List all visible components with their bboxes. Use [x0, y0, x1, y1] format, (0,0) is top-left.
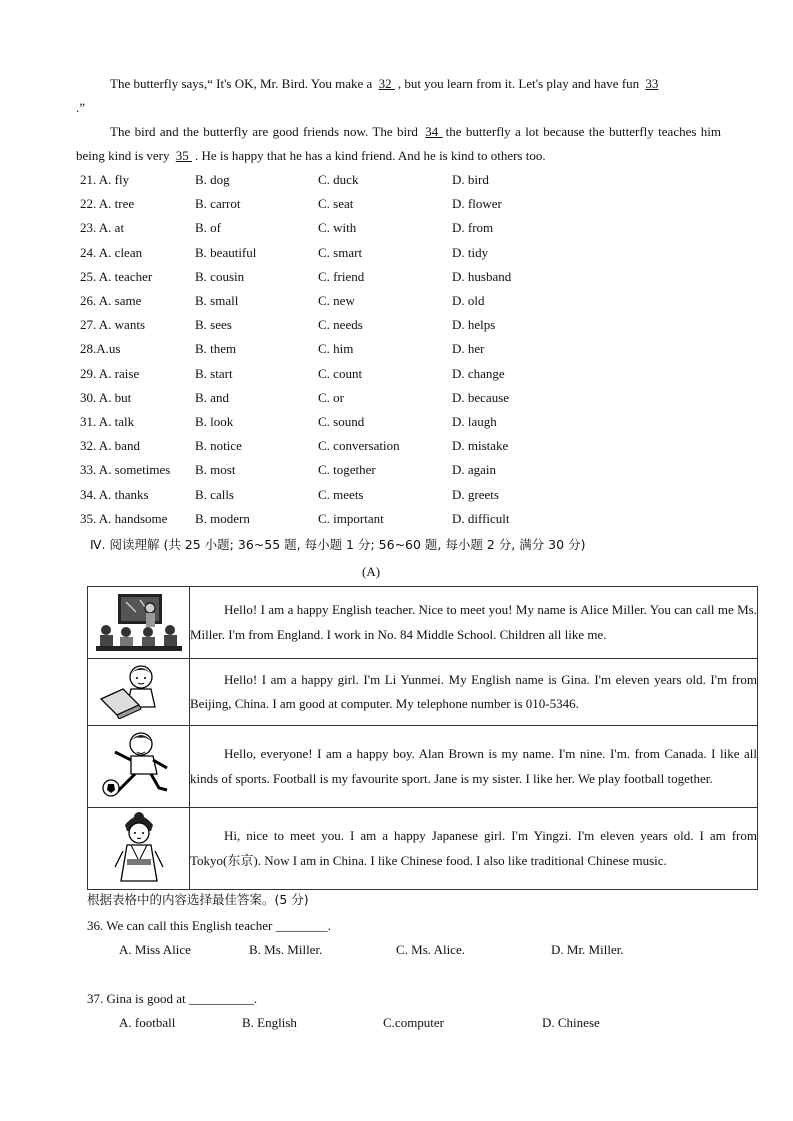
option-c[interactable]: C. count	[318, 365, 363, 381]
option-b[interactable]: B. modern	[195, 510, 250, 526]
option-c[interactable]: C. conversation	[318, 438, 400, 454]
option-c[interactable]: C. smart	[318, 244, 363, 260]
cloze-text: The butterfly says,“ It's OK, Mr. Bird. You make a	[110, 76, 376, 91]
blank-33: 33	[645, 76, 659, 91]
table-row	[88, 587, 758, 659]
text-cell	[190, 587, 758, 659]
option-b[interactable]: B. start	[195, 365, 233, 381]
passage-label: (A)	[362, 564, 381, 579]
option-c[interactable]: C. him	[318, 341, 354, 357]
option-d[interactable]: D. difficult	[452, 510, 510, 526]
option-b[interactable]: B. dog	[195, 172, 230, 187]
option-a[interactable]: 24. A. clean	[80, 244, 143, 260]
table-row	[88, 659, 758, 726]
reading-instruction: 根据表格中的内容选择最佳答案。(5 分)	[87, 892, 309, 907]
table-row	[88, 726, 758, 808]
option-a[interactable]: A. football	[119, 1015, 176, 1030]
option-c[interactable]: C.computer	[383, 1015, 445, 1030]
option-d[interactable]: D. flower	[452, 196, 502, 212]
option-d[interactable]: D. greets	[452, 486, 499, 502]
option-b[interactable]: B. most	[195, 462, 236, 478]
option-a[interactable]: 26. A. same	[80, 293, 142, 308]
teacher-classroom-icon	[96, 590, 182, 652]
introduction-text: Hello! I am a happy English teacher. Nice to meet you! My name is Alice Miller. You can call me Ms. Miller. I'm from England. I work in No. 84 Middle School. Children all like me.	[190, 602, 757, 642]
section-title: Ⅳ. 阅读理解 (共 25 小题; 36~55 题, 每小题 1 分; 56~60 题, 每小题 2 分, 满分 30 分)	[90, 537, 586, 552]
option-a[interactable]: 22. A. tree	[80, 196, 135, 212]
option-c[interactable]: C. seat	[318, 196, 354, 212]
option-d[interactable]: D. helps	[452, 317, 496, 333]
option-c[interactable]: C. Ms. Alice.	[396, 942, 465, 957]
question-36-stem: 36. We can call this English teacher ________.	[87, 918, 331, 933]
option-d[interactable]: D. mistake	[452, 438, 509, 454]
option-c[interactable]: C. needs	[318, 317, 363, 333]
cloze-paragraph-2	[76, 120, 721, 168]
option-a[interactable]: 30. A. but	[80, 389, 132, 405]
option-d[interactable]: D. her	[452, 341, 485, 357]
option-b[interactable]: B. sees	[195, 317, 232, 333]
option-c[interactable]: C. or	[318, 389, 344, 405]
introduction-text: Hello, everyone! I am a happy boy. Alan Brown is my name. I'm nine. I'm. from Canada. I like all kinds of sports. Football is my favourite sport. Jane is my sister. I like her. We play football together.	[190, 746, 757, 786]
option-b[interactable]: B. notice	[195, 438, 242, 454]
option-a[interactable]: 21. A. fly	[80, 172, 130, 187]
option-c[interactable]: C. meets	[318, 486, 364, 502]
blank-35: 35	[175, 148, 193, 163]
option-c[interactable]: C. friend	[318, 268, 365, 284]
picture-cell	[88, 808, 190, 890]
introduction-table	[87, 586, 758, 890]
option-d[interactable]: D. Mr. Miller.	[551, 942, 624, 957]
cloze-text: , but you learn from it. Let's play and have fun	[397, 76, 643, 91]
option-d[interactable]: D. because	[452, 389, 510, 405]
cloze-text: . He is happy that he has a kind friend. And he is kind to others too.	[195, 148, 546, 163]
option-b[interactable]: B. Ms. Miller.	[249, 942, 323, 957]
option-b[interactable]: B. beautiful	[195, 244, 257, 260]
option-b[interactable]: B. of	[195, 220, 221, 236]
option-b[interactable]: B. calls	[195, 486, 234, 502]
option-b[interactable]: B. look	[195, 414, 234, 429]
option-d[interactable]: D. husband	[452, 268, 512, 284]
blank-34: 34	[425, 124, 443, 139]
option-a[interactable]: 35. A. handsome	[80, 510, 168, 526]
cloze-text: The bird and the butterfly are good friends now. The bird	[110, 124, 423, 139]
option-b[interactable]: B. cousin	[195, 268, 245, 284]
text-cell	[190, 659, 758, 726]
question-37-stem: 37. Gina is good at __________.	[87, 991, 258, 1006]
picture-cell	[88, 587, 190, 659]
option-d[interactable]: D. Chinese	[542, 1015, 600, 1030]
option-b[interactable]: B. English	[242, 1015, 297, 1030]
option-a[interactable]: 25. A. teacher	[80, 268, 153, 284]
cloze-text: the butterfly a lot because the butterfly teaches him being kind is very	[76, 124, 722, 163]
option-b[interactable]: B. them	[195, 341, 237, 357]
option-a[interactable]: 33. A. sometimes	[80, 462, 171, 478]
blank-32: 32	[378, 76, 395, 91]
introduction-text: Hello! I am a happy girl. I'm Li Yunmei. My English name is Gina. I'm eleven years old. I'm from Beijing, China. I am good at computer. My telephone number is 010-5346.	[190, 671, 757, 711]
option-d[interactable]: D. tidy	[452, 244, 489, 260]
picture-cell	[88, 659, 190, 726]
text-cell	[190, 808, 758, 890]
option-c[interactable]: C. new	[318, 293, 355, 308]
option-a[interactable]: 32. A. band	[80, 438, 140, 454]
japanese-girl-icon	[109, 811, 169, 883]
option-a[interactable]: 23. A. at	[80, 220, 125, 236]
boy-football-icon	[101, 730, 177, 800]
option-a[interactable]: 31. A. talk	[80, 414, 135, 429]
option-c[interactable]: C. duck	[318, 172, 359, 187]
option-d[interactable]: D. old	[452, 293, 485, 308]
option-d[interactable]: D. change	[452, 365, 505, 381]
option-a[interactable]: 27. A. wants	[80, 317, 145, 333]
text-cell	[190, 726, 758, 808]
option-a[interactable]: 28.A.us	[80, 341, 121, 357]
option-c[interactable]: C. with	[318, 220, 357, 236]
option-b[interactable]: B. small	[195, 293, 239, 308]
option-a[interactable]: 29. A. raise	[80, 365, 140, 381]
option-d[interactable]: D. bird	[452, 172, 489, 187]
picture-cell	[88, 726, 190, 808]
option-d[interactable]: D. laugh	[452, 414, 497, 429]
option-d[interactable]: D. again	[452, 462, 497, 478]
cloze-text: .”	[76, 100, 86, 115]
table-row	[88, 808, 758, 890]
option-c[interactable]: C. important	[318, 510, 384, 526]
option-a[interactable]: 34. A. thanks	[80, 486, 149, 502]
option-b[interactable]: B. carrot	[195, 196, 241, 212]
option-d[interactable]: D. from	[452, 220, 494, 236]
introduction-text: Hi, nice to meet you. I am a happy Japanese girl. I'm Yingzi. I'm eleven years old. I am from Tokyo(东京). Now I am in China. I like Chinese food. I also like traditional Chinese music.	[190, 828, 757, 868]
option-b[interactable]: B. and	[195, 389, 229, 405]
girl-computer-icon	[99, 661, 179, 719]
option-c[interactable]: C. together	[318, 462, 376, 478]
option-c[interactable]: C. sound	[318, 414, 365, 429]
cloze-paragraph-1	[76, 72, 721, 120]
option-a[interactable]: A. Miss Alice	[119, 942, 191, 957]
